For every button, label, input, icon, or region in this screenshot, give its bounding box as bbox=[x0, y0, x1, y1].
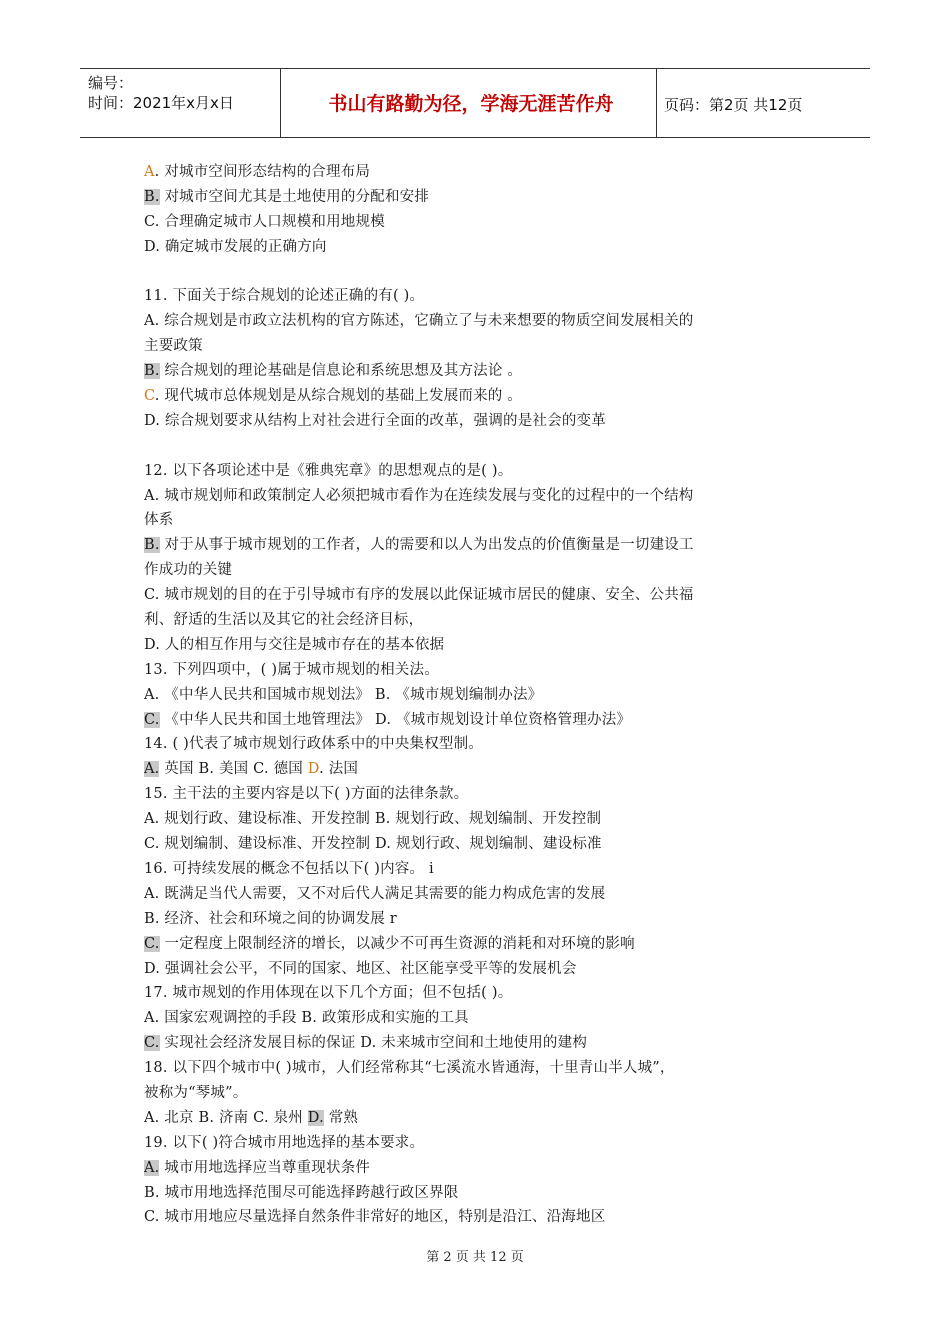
answer-marker-highlight: C. bbox=[144, 935, 160, 952]
text-line bbox=[144, 508, 784, 533]
text-line bbox=[144, 1156, 784, 1181]
text-line bbox=[144, 185, 784, 210]
header-motto: 书山有路勤为径，学海无涯苦作舟 bbox=[328, 93, 614, 115]
text-line bbox=[144, 732, 784, 757]
text-line bbox=[144, 1106, 784, 1131]
text-line bbox=[144, 757, 784, 782]
header-divider bbox=[656, 69, 657, 137]
line-text: A. 国家宏观调控的手段 B. 政策形成和实施的工具 bbox=[144, 1010, 469, 1027]
line-text: D. 强调社会公平，不同的国家、地区、社区能享受平等的发展机会 bbox=[144, 960, 577, 977]
line-text: 对城市空间尤其是土地使用的分配和安排 bbox=[159, 188, 430, 205]
text-line bbox=[144, 334, 784, 359]
text-line bbox=[144, 1181, 784, 1206]
text-line bbox=[144, 932, 784, 957]
line-text: . 法国 bbox=[319, 761, 359, 778]
paragraph-gap bbox=[144, 434, 784, 459]
line-text: 实现社会经济发展目标的保证 D. 未来城市空间和土地使用的建构 bbox=[159, 1035, 588, 1052]
line-text: B. 城市用地选择范围尽可能选择跨越行政区界限 bbox=[144, 1184, 459, 1201]
text-line bbox=[144, 235, 784, 260]
line-text: 利、舒适的生活以及其它的社会经济目标， bbox=[144, 612, 424, 629]
text-line bbox=[144, 683, 784, 708]
answer-marker-highlight: B. bbox=[144, 363, 160, 380]
line-text: A. 规划行政、建设标准、开发控制 B. 规划行政、规划编制、开发控制 bbox=[144, 811, 602, 828]
text-line bbox=[144, 1056, 784, 1081]
text-line bbox=[144, 658, 784, 683]
text-line bbox=[144, 484, 784, 509]
line-text: A. 综合规划是市政立法机构的官方陈述，它确立了与未来想要的物质空间发展相关的 bbox=[144, 313, 694, 330]
line-text: A. 北京 B. 济南 C. 泉州 bbox=[144, 1109, 308, 1126]
line-text: 15. 主干法的主要内容是以下( )方面的法律条款。 bbox=[144, 786, 469, 803]
text-line bbox=[144, 284, 784, 309]
line-text: D. 综合规划要求从结构上对社会进行全面的改革，强调的是社会的变革 bbox=[144, 412, 606, 429]
line-text: 作成功的关键 bbox=[144, 562, 233, 579]
page-header bbox=[80, 68, 870, 138]
line-text: 一定程度上限制经济的增长，以减少不可再生资源的消耗和对环境的影响 bbox=[159, 935, 635, 952]
text-line bbox=[144, 1205, 784, 1230]
text-line bbox=[144, 1006, 784, 1031]
line-text: 主要政策 bbox=[144, 338, 203, 355]
line-text: B. 经济、社会和环境之间的协调发展 r bbox=[144, 910, 397, 927]
answer-marker: C bbox=[144, 388, 155, 405]
answer-marker-highlight: A. bbox=[144, 1159, 160, 1176]
text-line bbox=[144, 857, 784, 882]
line-text: 16. 可持续发展的概念不包括以下( )内容。 i bbox=[144, 860, 434, 877]
text-line bbox=[144, 409, 784, 434]
text-line bbox=[144, 807, 784, 832]
text-line bbox=[144, 583, 784, 608]
answer-marker-highlight: B. bbox=[144, 537, 160, 554]
text-line bbox=[144, 359, 784, 384]
text-line bbox=[144, 832, 784, 857]
line-text: 体系 bbox=[144, 512, 174, 529]
text-line bbox=[144, 782, 784, 807]
header-divider bbox=[280, 69, 281, 137]
line-text: . 对城市空间形态结构的合理布局 bbox=[154, 164, 371, 180]
line-text: 对于从事于城市规划的工作者，人的需要和以人为出发点的价值衡量是一切建设工 bbox=[159, 537, 694, 554]
line-text: 11. 下面关于综合规划的论述正确的有( )。 bbox=[144, 288, 425, 305]
text-line bbox=[144, 708, 784, 733]
answer-marker: D. bbox=[307, 1109, 324, 1126]
text-line bbox=[144, 309, 784, 334]
text-line bbox=[144, 558, 784, 583]
line-text: 19. 以下( )符合城市用地选择的基本要求。 bbox=[144, 1134, 425, 1151]
text-line bbox=[144, 210, 784, 235]
line-text: . 现代城市总体规划是从综合规划的基础上发展而来的 。 bbox=[154, 388, 523, 405]
text-line bbox=[144, 957, 784, 982]
line-text: D. 人的相互作用与交往是城市存在的基本依据 bbox=[144, 636, 445, 653]
line-text: C. 城市用地应尽量选择自然条件非常好的地区，特别是沿江、沿海地区 bbox=[144, 1209, 606, 1226]
line-text: A. 城市规划师和政策制定人必须把城市看作为在连续发展与变化的过程中的一个结构 bbox=[144, 487, 694, 504]
line-text: A. 《中华人民共和国城市规划法》 B. 《城市规划编制办法》 bbox=[144, 686, 543, 703]
line-text: 城市用地选择应当尊重现状条件 bbox=[159, 1159, 371, 1176]
line-text: 被称为“琴城”。 bbox=[144, 1084, 248, 1101]
line-text: 13. 下列四项中，( )属于城市规划的相关法。 bbox=[144, 661, 439, 678]
text-line bbox=[144, 907, 784, 932]
text-line bbox=[144, 459, 784, 484]
text-line bbox=[144, 1081, 784, 1106]
line-text: A. 既满足当代人需要，又不对后代人满足其需要的能力构成危害的发展 bbox=[144, 885, 606, 902]
line-text: 《中华人民共和国土地管理法》 D. 《城市规划设计单位资格管理办法》 bbox=[159, 711, 632, 728]
text-line bbox=[144, 1131, 784, 1156]
line-text: 综合规划的理论基础是信息论和系统思想及其方法论 。 bbox=[159, 363, 523, 380]
paragraph-gap bbox=[144, 260, 784, 285]
text-line bbox=[144, 882, 784, 907]
line-text: 英国 B. 美国 C. 德国 bbox=[159, 761, 308, 778]
answer-marker: A bbox=[144, 164, 155, 180]
answer-marker-highlight: B. bbox=[144, 188, 160, 205]
line-text: 常熟 bbox=[323, 1109, 359, 1126]
text-line bbox=[144, 533, 784, 558]
doc-id-label: 编号： bbox=[88, 74, 134, 92]
line-text: 17. 城市规划的作用体现在以下几个方面；但不包括( )。 bbox=[144, 985, 513, 1002]
answer-marker-highlight: C. bbox=[144, 1035, 160, 1052]
answer-marker-highlight: A. bbox=[144, 761, 160, 778]
line-text: D. 确定城市发展的正确方向 bbox=[144, 238, 327, 255]
answer-marker-highlight: C. bbox=[144, 711, 160, 728]
text-line bbox=[144, 160, 784, 185]
text-line bbox=[144, 981, 784, 1006]
line-text: 14. ( )代表了城市规划行政体系中的中央集权型制。 bbox=[144, 736, 483, 753]
text-line bbox=[144, 608, 784, 633]
header-meta bbox=[88, 73, 234, 113]
line-text: 12. 以下各项论述中是《雅典宪章》的思想观点的是( )。 bbox=[144, 462, 513, 479]
answer-marker: D bbox=[307, 761, 320, 778]
line-text: C. 规划编制、建设标准、开发控制 D. 规划行政、规划编制、建设标准 bbox=[144, 836, 602, 853]
text-line bbox=[144, 384, 784, 409]
doc-time-label: 时间：2021年x月x日 bbox=[88, 94, 234, 112]
header-page-info: 页码：第2页 共12页 bbox=[664, 96, 803, 114]
page-footer: 第 2 页 共 12 页 bbox=[426, 1250, 524, 1265]
document-body bbox=[144, 160, 784, 1230]
text-line bbox=[144, 1031, 784, 1056]
text-line bbox=[144, 633, 784, 658]
line-text: C. 合理确定城市人口规模和用地规模 bbox=[144, 213, 385, 230]
line-text: 18. 以下四个城市中( )城市，人们经常称其“七溪流水皆通海，十里青山半人城”， bbox=[144, 1060, 675, 1077]
line-text: C. 城市规划的目的在于引导城市有序的发展以此保证城市居民的健康、安全、公共福 bbox=[144, 587, 694, 604]
